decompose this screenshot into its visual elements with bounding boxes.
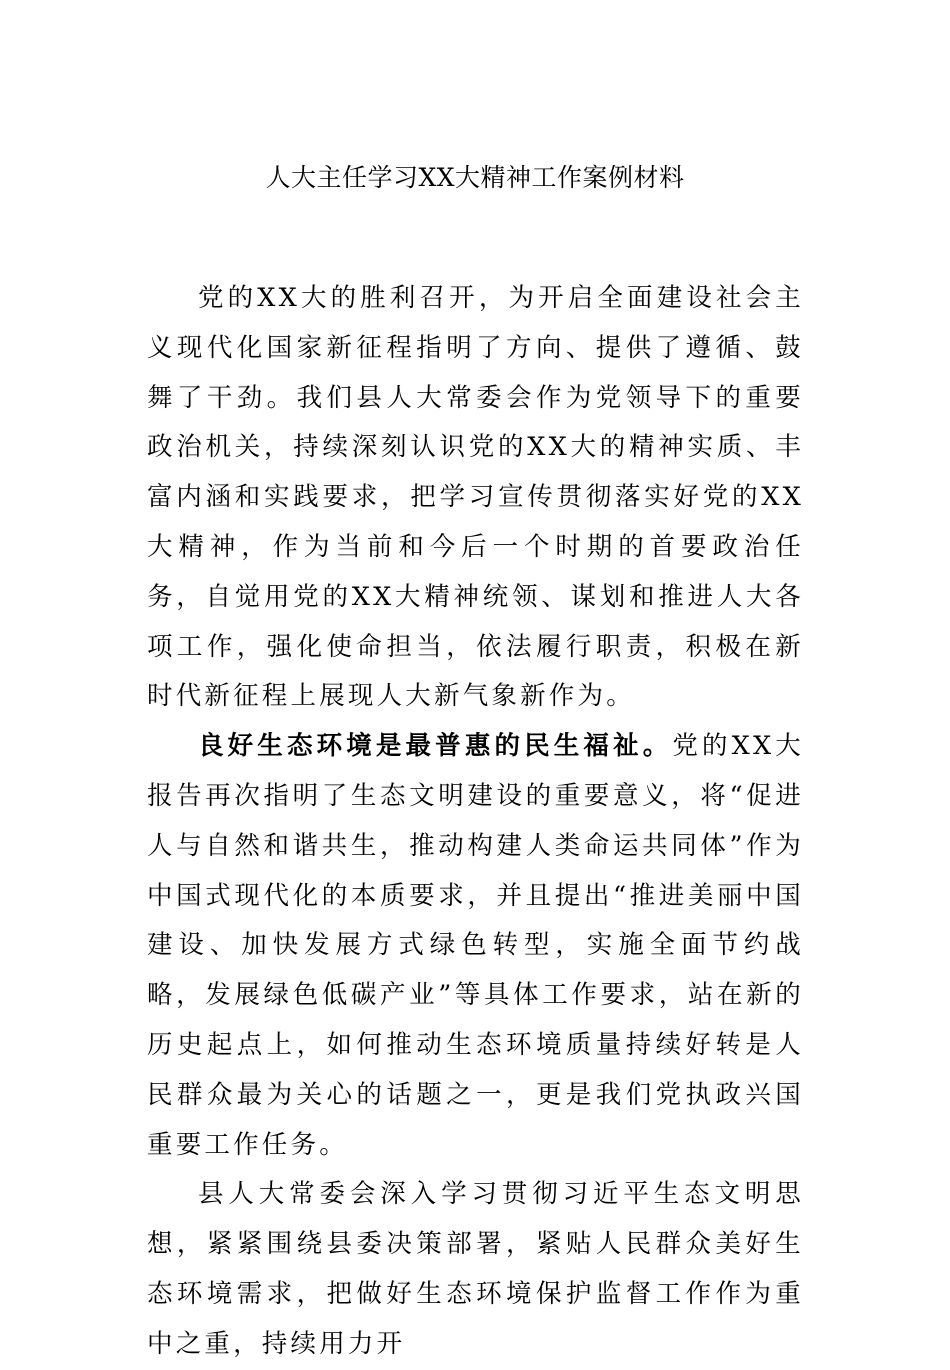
paragraph-ecology <box>147 722 804 1170</box>
paragraph-text: 党的XX大的胜利召开，为开启全面建设社会主义现代化国家新征程指明了方向、提供了遵循、鼓舞了干劲。我们县人大常委会作为党领导下的重要政治机关，持续深刻认识党的XX大的精神实质、丰富内涵和实践要求，把学习宣传贯彻落实好党的XX大精神，作为当前和今后一个时期的首要政治任务，自觉用党的XX大精神统领、谋划和推进人大各项工作，强化使命担当，依法履行职责，积极在新时代新征程上展现人大新气象新作为。 <box>147 283 804 712</box>
paragraph-text: 县人大常委会深入学习贯彻习近平生态文明思想，紧紧围绕县委决策部署，紧贴人民群众美好生态环境需求，把做好生态环境保护监督工作作为重中之重，持续用力开 <box>147 1179 804 1359</box>
paragraph-lead: 良好生态环境是最普惠的民生福祉。 <box>198 731 673 762</box>
document-title: 人大主任学习XX大精神工作案例材料 <box>265 163 685 192</box>
paragraph-intro <box>147 274 804 722</box>
paragraph-text: 党的XX大报告再次指明了生态文明建设的重要意义，将“促进人与自然和谐共生，推动构建人类命运共同体”作为中国式现代化的本质要求，并且提出“推进美丽中国建设、加快发展方式绿色转型，实施全面节约战略，发展绿色低碳产业”等具体工作要求，站在新的历史起点上，如何推动生态环境质量持续好转是人民群众最为关心的话题之一，更是我们党执政兴国重要工作任务。 <box>147 731 805 1160</box>
paragraph-committee <box>147 1170 804 1369</box>
document-body <box>147 274 804 1370</box>
